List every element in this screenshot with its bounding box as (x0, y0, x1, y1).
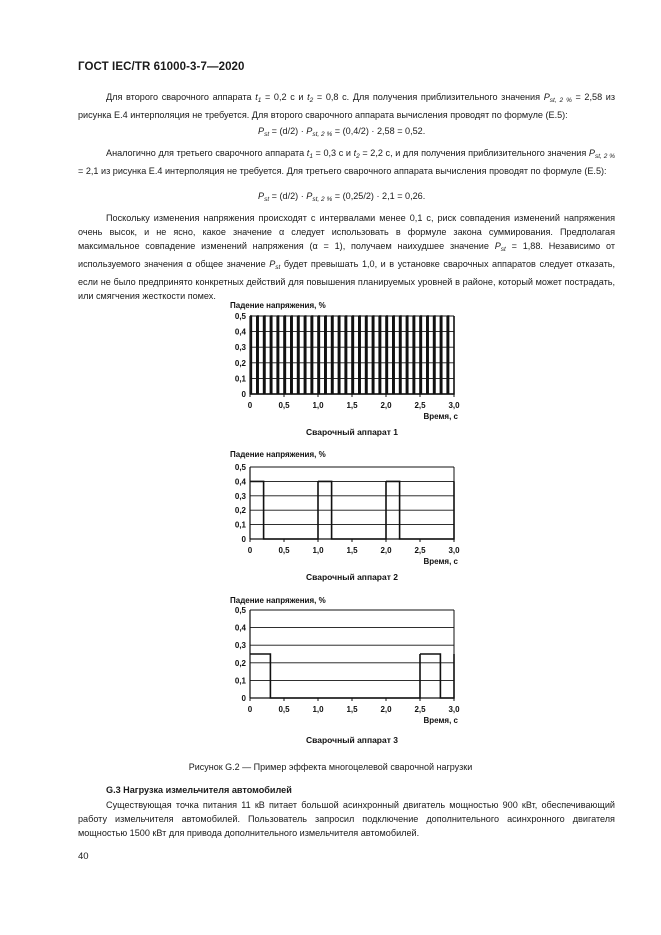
y-tick-label: 0,3 (234, 343, 246, 353)
x-tick-label: 1,5 (346, 401, 358, 410)
x-tick-label: 3,0 (448, 401, 460, 410)
x-tick-label: 0 (247, 401, 253, 410)
x-tick-label: 3,0 (448, 546, 460, 555)
y-tick-label: 0 (241, 535, 246, 544)
paragraph-4: Существующая точка питания 11 кВ питает большой асинхронный двигатель мощностью 900 кВт, обеспечивающий работу измельчителя автомобилей. Пользователь запросил подключение дополнительного асинхронного двигателя мощностью 1500 кВт для привода дополнительного измельчителя автомобилей. (78, 800, 615, 838)
section-heading: G.3 Нагрузка измельчителя автомобилей (106, 785, 292, 795)
x-tick-label: 0,5 (278, 705, 290, 714)
x-tick-label: 0 (247, 705, 253, 714)
x-axis-label: Время, с (423, 412, 458, 421)
x-tick-label: 2,0 (380, 546, 392, 555)
chart-title: Сварочный аппарат 1 (306, 427, 398, 437)
paragraph-2: Аналогично для третьего сварочного аппарата $t_1 = 0,3$ с и $t_2 = 2,2$ с, и для получения приблизительного значения $P_{st, 2 \%} = 2,1$ из рисунка Е.4 интерполяция не требуется. Для третьего сварочного аппарата вычисления проводят по формуле (Е.5): (78, 148, 615, 176)
x-tick-label: 1,5 (346, 705, 358, 714)
y-tick-label: 0,1 (234, 374, 246, 384)
x-tick-label: 2,0 (380, 401, 392, 410)
x-tick-label: 1,5 (346, 546, 358, 555)
y-axis-label: Падение напряжения, % (230, 450, 326, 459)
x-tick-label: 0,5 (278, 546, 290, 555)
chart-welder-2 (215, 449, 475, 594)
y-tick-label: 0,5 (234, 606, 246, 615)
y-tick-label: 0,2 (234, 358, 246, 368)
y-tick-label: 0,2 (234, 506, 246, 516)
x-axis-label: Время, с (423, 716, 458, 725)
x-tick-label: 2,5 (414, 546, 426, 555)
y-tick-label: 0,3 (234, 641, 246, 651)
waveform-series (250, 654, 454, 698)
y-tick-label: 0,4 (234, 623, 246, 633)
y-tick-label: 0,2 (234, 658, 246, 668)
x-tick-label: 0,5 (278, 401, 290, 410)
x-tick-label: 1,0 (312, 705, 324, 714)
y-tick-label: 0,3 (234, 491, 246, 501)
y-tick-label: 0,4 (234, 477, 246, 487)
y-axis-label: Падение напряжения, % (230, 596, 326, 605)
x-tick-label: 2,5 (414, 401, 426, 410)
chart-title: Сварочный аппарат 3 (306, 735, 398, 745)
chart-welder-1 (215, 296, 475, 441)
figure-caption: Рисунок G.2 — Пример эффекта многоцелевой сварочной нагрузки (188, 762, 473, 772)
y-tick-label: 0,1 (234, 520, 246, 530)
waveform-series (250, 316, 454, 394)
y-tick-label: 0,1 (234, 676, 246, 686)
chart-welder-3 (215, 593, 475, 751)
x-tick-label: 1,0 (312, 546, 324, 555)
paragraph-1: Для второго сварочного аппарата $t_1 = 0,2$ с и $t_2 = 0,8$ с. Для получения приблизительного значения $P_{st, 2 \%} = 2,58$ из рисунка Е.4 интерполяция не требуется. Для второго сварочного аппарата вычисления проводят по формуле (Е.5): (78, 92, 616, 120)
y-tick-label: 0 (241, 390, 246, 399)
document-header: ГОСТ IEC/TR 61000-3-7—2020 (78, 61, 245, 73)
x-tick-label: 0 (247, 546, 253, 555)
y-axis-label: Падение напряжения, % (230, 301, 326, 310)
y-tick-label: 0 (241, 694, 246, 703)
formula-2: $P_{st} = (d/2) \cdot P_{st, 2 \%} = (0,25/2) \cdot 2,1 = 0,26$. (258, 191, 426, 203)
x-tick-label: 3,0 (448, 705, 460, 714)
x-tick-label: 2,0 (380, 705, 392, 714)
x-tick-label: 1,0 (312, 401, 324, 410)
x-tick-label: 2,5 (414, 705, 426, 714)
y-tick-label: 0,5 (234, 463, 246, 472)
y-tick-label: 0,4 (234, 327, 246, 337)
page-number: 40 (78, 851, 89, 862)
formula-1: $P_{st} = (d/2) \cdot P_{st, 2 \%} = (0,4/2) \cdot 2,58 = 0,52$. (258, 126, 426, 138)
y-tick-label: 0,5 (234, 312, 246, 321)
chart-title: Сварочный аппарат 2 (306, 572, 398, 582)
paragraph-3: Поскольку изменения напряжения происходят с интервалами менее 0,1 с, риск совпадения изменений напряжения очень высок, и не ясно, какое значение α следует использовать в формуле закона суммирования. Предполагая максимальное совпадение изменений напряжения (α = 1), получаем наихудшее значение $P_{st} = 1,88$. Независимо от используемого значения α общее значение $P_{st}$ будет превышать 1,0, и в установке сварочных аппаратов следует отказать, если не было предпринято конкретных действий для повышения планируемых уровней в районе, который может пострадать, или смягчения жесткости помех. (78, 213, 615, 301)
x-axis-label: Время, с (423, 557, 458, 566)
